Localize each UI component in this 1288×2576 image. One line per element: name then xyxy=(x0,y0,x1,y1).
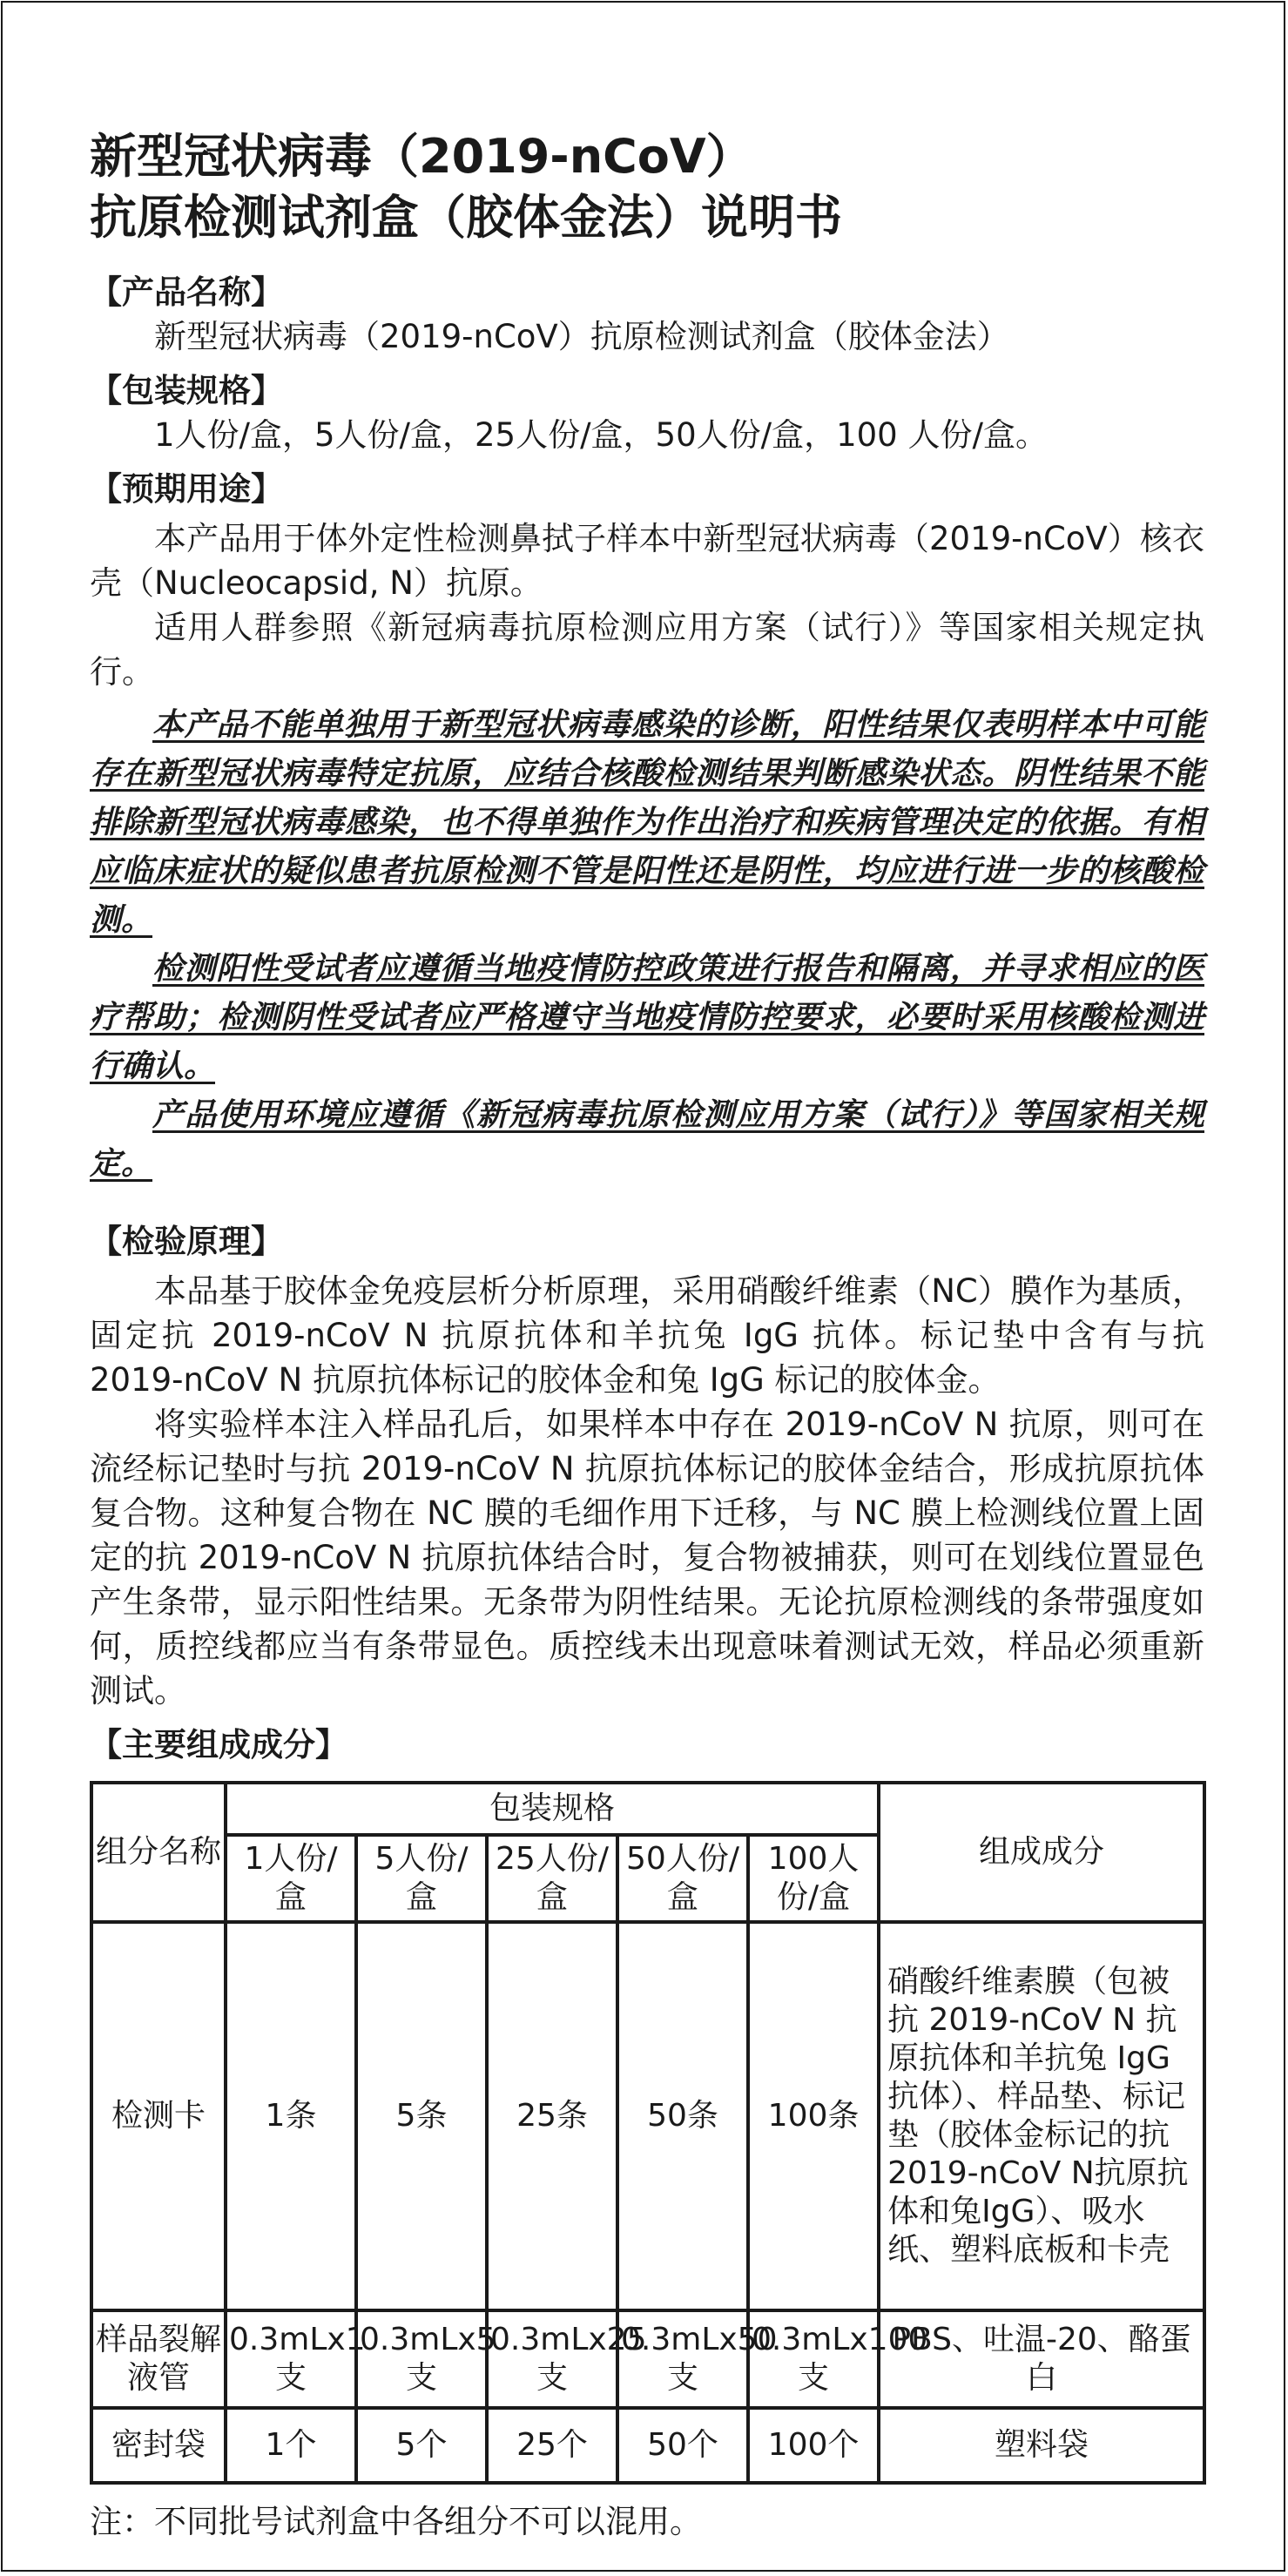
product-name-text: 新型冠状病毒（2019-nCoV）抗原检测试剂盒（胶体金法） xyxy=(154,318,1009,355)
packaging-heading: 【包装规格】 xyxy=(90,372,283,409)
cell-value: 0.3mLx25支 xyxy=(487,2310,617,2408)
principle-heading: 【检验原理】 xyxy=(90,1223,283,1260)
principle-paragraph-2: 将实验样本注入样品孔后，如果样本中存在 2019-nCoV N 抗原，则可在流经标记垫时与抗 2019-nCoV N 抗原抗体标记的胶体金结合，形成抗原抗体复合物。这种复合物在 NC 膜的毛细作用下迁移，与 NC 膜上检测线位置上固定的抗 2019-nCoV N 抗原抗体结合时，复合物被捕获，则可在划线位置显色产生条带，显示阳性结果。无条带为阴性结果。无论抗原检测线的条带强度如何，质控线都应当有条带显色。质控线未出现意味着测试无效，样品必须重新测试。 xyxy=(90,1406,1204,1709)
row-name: 密封袋 xyxy=(91,2408,226,2483)
cell-value: 5条 xyxy=(356,1922,487,2310)
document-body xyxy=(90,126,1204,2576)
row-name: 检测卡 xyxy=(91,1922,226,2310)
components-table xyxy=(90,1781,1206,2485)
cell-value: 50条 xyxy=(617,1922,748,2310)
warning-paragraph-1: 本产品不能单独用于新型冠状病毒感染的诊断，阳性结果仅表明样本中可能存在新型冠状病毒特定抗原，应结合核酸检测结果判断感染状态。阴性结果不能排除新型冠状病毒感染，也不得单独作为作出治疗和疾病管理决定的依据。有相应临床症状的疑似患者抗原检测不管是阳性还是阴性，均应进行进一步的核酸检测。 xyxy=(90,707,1204,938)
row-composition: 塑料袋 xyxy=(879,2408,1204,2483)
header-packaging: 包装规格 xyxy=(226,1783,879,1835)
intended-use-paragraph-1: 本产品用于体外定性检测鼻拭子样本中新型冠状病毒（2019-nCoV）核衣壳（Nucleocapsid, N）抗原。 xyxy=(90,520,1204,602)
cell-value: 5个 xyxy=(356,2408,487,2483)
size-header: 100人份/盒 xyxy=(748,1835,879,1922)
product-name-heading: 【产品名称】 xyxy=(90,273,283,311)
warning-paragraph-3: 产品使用环境应遵循《新冠病毒抗原检测应用方案（试行）》等国家相关规定。 xyxy=(90,1097,1204,1182)
cell-value: 0.3mLx50支 xyxy=(617,2310,748,2408)
cell-value: 0.3mLx5支 xyxy=(356,2310,487,2408)
intended-use-heading: 【预期用途】 xyxy=(90,470,283,508)
title-line-2: 抗原检测试剂盒（胶体金法）说明书 xyxy=(90,190,842,245)
cell-value: 25条 xyxy=(487,1922,617,2310)
cell-value: 100条 xyxy=(748,1922,879,2310)
title-line-1: 新型冠状病毒（2019-nCoV） xyxy=(90,129,753,184)
table-row xyxy=(91,2408,1204,2483)
table-row xyxy=(91,2310,1204,2408)
cell-value: 25个 xyxy=(487,2408,617,2483)
cell-value: 1条 xyxy=(226,1922,356,2310)
intended-use-paragraph-2: 适用人群参照《新冠病毒抗原检测应用方案（试行）》等国家相关规定执行。 xyxy=(90,609,1204,691)
table-row xyxy=(91,1922,1204,2310)
row-name: 样品裂解液管 xyxy=(91,2310,226,2408)
components-heading: 【主要组成成分】 xyxy=(90,1726,347,1763)
table-note: 注：不同批号试剂盒中各组分不可以混用。 xyxy=(90,2503,702,2540)
document-title xyxy=(90,126,1204,248)
cell-value: 1个 xyxy=(226,2408,356,2483)
packaging-text: 1人份/盒，5人份/盒，25人份/盒，50人份/盒，100 人份/盒。 xyxy=(154,416,1048,454)
instruction-sheet xyxy=(1,1,1285,2572)
size-header: 5人份/盒 xyxy=(356,1835,487,1922)
row-composition: 硝酸纤维素膜（包被抗 2019-nCoV N 抗原抗体和羊抗兔 IgG抗体）、样品垫、标记垫（胶体金标记的抗2019-nCoV N抗原抗体和兔IgG）、吸水纸、塑料底板和卡壳 xyxy=(879,1922,1204,2310)
row-composition: PBS、吐温-20、酪蛋白 xyxy=(879,2310,1204,2408)
size-header: 50人份/盒 xyxy=(617,1835,748,1922)
size-header: 1人份/盒 xyxy=(226,1835,356,1922)
cell-value: 0.3mLx100支 xyxy=(748,2310,879,2408)
principle-paragraph-1: 本品基于胶体金免疫层析分析原理，采用硝酸纤维素（NC）膜作为基质，固定抗 2019-nCoV N 抗原抗体和羊抗兔 IgG 抗体。标记垫中含有与抗 2019-nCoV N 抗原抗体标记的胶体金和兔 IgG 标记的胶体金。 xyxy=(90,1272,1204,1399)
header-component-name: 组分名称 xyxy=(91,1783,226,1922)
header-composition: 组成成分 xyxy=(879,1783,1204,1922)
cell-value: 100个 xyxy=(748,2408,879,2483)
cell-value: 50个 xyxy=(617,2408,748,2483)
size-header: 25人份/盒 xyxy=(487,1835,617,1922)
warning-paragraph-2: 检测阳性受试者应遵循当地疫情防控政策进行报告和隔离，并寻求相应的医疗帮助；检测阴性受试者应严格遵守当地疫情防控要求，必要时采用核酸检测进行确认。 xyxy=(90,951,1204,1084)
cell-value: 0.3mLx1支 xyxy=(226,2310,356,2408)
